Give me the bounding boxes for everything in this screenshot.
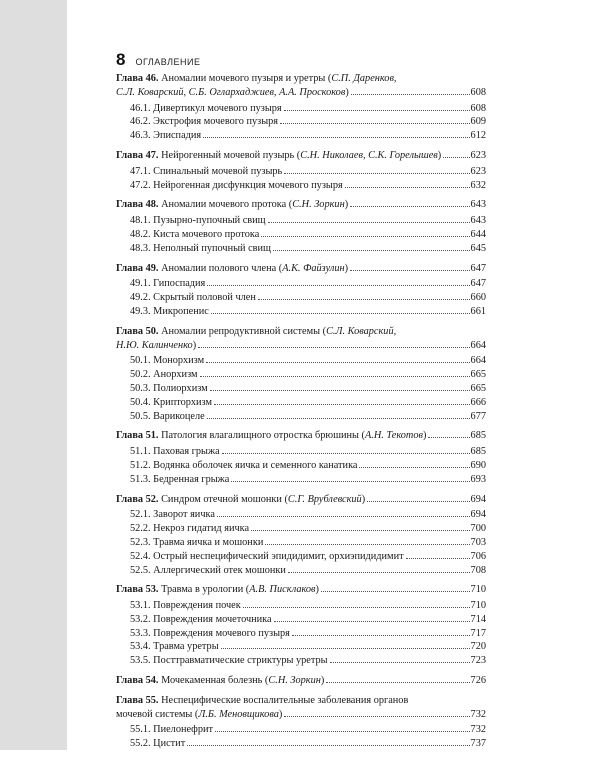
subsection-title: 48.2. Киста мочевого протока [130, 228, 260, 240]
chapter-authors-close: ) [361, 493, 366, 505]
subsection-page-number: 608 [470, 102, 486, 114]
page-side-bar [0, 0, 67, 750]
chapter-authors: А.В. Писклаков [249, 584, 316, 596]
subsection-page-number: 732 [470, 724, 486, 736]
chapter-label: Глава 54. [116, 675, 159, 687]
chapter-page-number: 694 [470, 493, 486, 505]
toc-subsection [116, 508, 486, 522]
chapter-page-number: 643 [470, 199, 486, 211]
chapter-title-text [116, 149, 441, 163]
leader-dots [288, 571, 470, 573]
table-of-contents [116, 72, 486, 757]
chapter-title-text [116, 262, 348, 276]
toc-subsection [116, 640, 486, 654]
subsection-page-number: 685 [470, 446, 486, 458]
toc-subsection [116, 242, 486, 256]
chapter-label: Глава 46. [116, 73, 159, 84]
chapter-label: Глава 48. [116, 199, 159, 211]
leader-dots [261, 235, 469, 237]
chapter-authors-close: ) [315, 584, 319, 596]
subsection-title: 50.5. Варикоцеле [130, 410, 205, 422]
toc-subsection [116, 627, 486, 641]
toc-subsection [116, 410, 486, 424]
subsection-page-number: 666 [470, 396, 486, 408]
subsection-title: 50.1. Монорхизм [130, 355, 205, 367]
leader-dots [280, 122, 470, 124]
leader-dots [284, 109, 470, 111]
leader-dots [321, 590, 470, 592]
subsection-page-number: 703 [470, 536, 486, 548]
toc-subsection [116, 522, 486, 536]
toc-subsection [116, 654, 486, 668]
subsection-title: 55.2. Цистит [130, 738, 186, 750]
leader-dots [351, 93, 470, 95]
leader-dots [243, 606, 470, 608]
subsection-page-number: 645 [470, 242, 486, 254]
chapter-title: Неспецифические воспалительные заболевания органов [161, 694, 409, 706]
chapter-title-line [116, 86, 486, 100]
chapter-header [116, 583, 486, 597]
chapter-authors-close: ) [344, 199, 349, 211]
subsection-title: 50.3. Полиорхизм [130, 382, 208, 394]
subsection-title: 53.2. Повреждения мочеточника [130, 613, 272, 625]
subsection-page-number: 690 [470, 459, 486, 471]
chapter-authors-close: ) [345, 86, 349, 98]
chapter-title-line [116, 72, 486, 86]
chapter-title: мочевой системы ( [116, 708, 199, 720]
subsection-title: 49.2. Скрытый половой член [130, 292, 256, 304]
chapter-entry [116, 325, 486, 424]
toc-subsection [116, 179, 486, 193]
chapter-title-line [116, 583, 486, 597]
leader-dots [222, 452, 470, 454]
toc-subsection [116, 550, 486, 564]
chapter-authors: С.П. Даренков, [331, 73, 397, 84]
chapter-entry [116, 694, 486, 751]
toc-subsection [116, 368, 486, 382]
chapter-title-text [116, 493, 365, 507]
subsection-title: 48.1. Пузырно-пупочный свищ [130, 215, 266, 227]
chapter-authors: А.К. Файзулин [282, 262, 345, 274]
chapter-authors: Л.Б. Меновщикова [198, 708, 279, 720]
chapter-entry [116, 149, 486, 192]
leader-dots [187, 744, 469, 746]
subsection-page-number: 720 [470, 641, 486, 653]
chapter-title-line [116, 339, 486, 353]
chapter-authors: С.Г. Врублевский [287, 493, 362, 505]
leader-dots [198, 346, 469, 348]
subsection-page-number: 723 [470, 655, 486, 667]
chapter-header [116, 149, 486, 163]
leader-dots [251, 529, 469, 531]
toc-subsection [116, 459, 486, 473]
chapter-authors: С.Н. Николаев, С.К. Горелышев [300, 149, 438, 161]
toc-subsection [116, 354, 486, 368]
chapter-title: Аномалии полового члена ( [161, 262, 283, 274]
leader-dots [265, 543, 469, 545]
chapter-header [116, 198, 486, 212]
chapter-title-text [116, 583, 319, 597]
chapter-title: Аномалии мочевого пузыря и уретры ( [161, 73, 332, 84]
toc-subsection [116, 129, 486, 143]
subsection-page-number: 665 [470, 369, 486, 381]
leader-dots [367, 500, 469, 502]
chapter-authors-close: ) [320, 675, 325, 687]
subsection-page-number: 708 [470, 564, 486, 576]
subsection-page-number: 706 [470, 550, 486, 562]
leader-dots [207, 284, 469, 286]
toc-subsection [116, 115, 486, 129]
subsection-page-number: 700 [470, 523, 486, 535]
subsection-title: 47.1. Спинальный мочевой пузырь [130, 165, 283, 177]
chapter-header [116, 262, 486, 276]
chapter-title-continuation [116, 86, 349, 100]
chapter-authors: С.Н. Зоркин [268, 675, 321, 687]
toc-subsection [116, 564, 486, 578]
chapter-title-line [116, 493, 486, 507]
subsection-page-number: 717 [470, 627, 486, 639]
chapter-title-line [116, 708, 486, 722]
chapter-entry [116, 493, 486, 578]
chapter-title-line [116, 262, 486, 276]
toc-subsection [116, 228, 486, 242]
leader-dots [284, 715, 469, 717]
subsection-title: 53.5. Посттравматические стриктуры уретры [130, 655, 328, 667]
leader-dots [217, 515, 470, 517]
subsection-title: 46.1. Дивертикул мочевого пузыря [130, 102, 282, 114]
subsection-page-number: 612 [470, 130, 486, 142]
subsection-title: 52.2. Некроз гидатид яичка [130, 523, 250, 535]
leader-dots [350, 269, 469, 271]
chapter-title-line [116, 149, 486, 163]
toc-subsection [116, 445, 486, 459]
chapter-page-number: 732 [470, 708, 486, 720]
leader-dots [210, 389, 470, 391]
subsection-title: 46.3. Эписпадия [130, 130, 202, 142]
leader-dots [345, 186, 470, 188]
leader-dots [231, 480, 469, 482]
chapter-label: Глава 47. [116, 149, 159, 161]
chapter-label: Глава 50. [116, 325, 159, 337]
leader-dots [203, 136, 469, 138]
leader-dots [326, 681, 469, 683]
chapter-authors: Н.Ю. Калинченко [116, 339, 193, 351]
chapter-entry [116, 674, 486, 688]
leader-dots [292, 634, 470, 636]
toc-subsection [116, 382, 486, 396]
subsection-page-number: 677 [470, 410, 486, 422]
subsection-page-number: 693 [470, 473, 486, 485]
subsection-title: 49.3. Микропенис [130, 305, 209, 317]
toc-subsection [116, 613, 486, 627]
leader-dots [406, 557, 470, 559]
subsection-title: 49.1. Гипоспадия [130, 278, 206, 290]
toc-subsection [116, 277, 486, 291]
chapter-label: Глава 53. [116, 584, 159, 596]
subsection-page-number: 623 [470, 165, 486, 177]
chapter-title-text [116, 674, 324, 688]
leader-dots [214, 403, 470, 405]
leader-dots [221, 647, 470, 649]
chapter-page-number: 726 [470, 675, 486, 687]
leader-dots [211, 312, 470, 314]
subsection-page-number: 710 [470, 600, 486, 612]
chapter-title-continuation [116, 708, 282, 722]
chapter-page-number: 685 [470, 430, 486, 442]
toc-subsection [116, 723, 486, 737]
chapter-authors-close: ) [278, 708, 283, 720]
toc-subsection [116, 396, 486, 410]
leader-dots [200, 375, 470, 377]
chapter-title: Травма в урологии ( [161, 584, 250, 596]
chapter-header [116, 325, 486, 353]
toc-subsection [116, 102, 486, 116]
chapter-title-line [116, 325, 486, 339]
page-header [116, 50, 486, 68]
subsection-title: 53.3. Повреждения мочевого пузыря [130, 627, 290, 639]
chapter-title: Мочекаменная болезнь ( [161, 675, 269, 687]
chapter-label: Глава 52. [116, 493, 159, 505]
leader-dots [207, 417, 470, 419]
subsection-page-number: 665 [470, 382, 486, 394]
leader-dots [268, 221, 470, 223]
subsection-title: 52.1. Заворот яичка [130, 509, 215, 521]
chapter-authors: С.Л. Коварский, [326, 325, 397, 337]
chapter-authors-close: ) [437, 149, 442, 161]
chapter-title-continuation [116, 339, 196, 353]
chapter-title: Нейрогенный мочевой пузырь ( [161, 149, 301, 161]
subsection-title: 55.1. Пиелонефрит [130, 724, 214, 736]
chapter-entry [116, 198, 486, 255]
chapter-header [116, 694, 486, 722]
leader-dots [206, 361, 469, 363]
subsection-title: 53.4. Травма уретры [130, 641, 219, 653]
chapter-title-text [116, 198, 348, 212]
chapter-page-number: 608 [470, 86, 486, 98]
chapter-title-line [116, 674, 486, 688]
chapter-title-line [116, 198, 486, 212]
chapter-title-text [116, 429, 426, 443]
leader-dots [443, 156, 469, 158]
chapter-header [116, 674, 486, 688]
leader-dots [258, 298, 470, 300]
chapter-title-line [116, 694, 486, 708]
chapter-authors-close: ) [192, 339, 197, 351]
chapter-label: Глава 55. [116, 694, 159, 706]
subsection-page-number: 694 [470, 509, 486, 521]
chapter-header [116, 493, 486, 507]
subsection-title: 51.2. Водянка оболочек яичка и семенного канатика [130, 459, 358, 471]
chapter-authors: С.Л. Коварский, С.Б. Оглархаджиев, А.А. Проскоков [116, 86, 346, 98]
leader-dots [350, 205, 469, 207]
subsection-title: 51.3. Бедренная грыжа [130, 473, 230, 485]
leader-dots [330, 661, 470, 663]
subsection-title: 51.1. Паховая грыжа [130, 446, 220, 458]
chapter-authors: А.Н. Текотов [364, 430, 423, 442]
subsection-page-number: 664 [470, 355, 486, 367]
subsection-title: 53.1. Повреждения почек [130, 600, 241, 612]
toc-subsection [116, 536, 486, 550]
subsection-page-number: 660 [470, 292, 486, 304]
chapter-title: Патология влагалищного отростка брюшины ( [161, 430, 365, 442]
subsection-page-number: 737 [470, 738, 486, 750]
chapter-title: Аномалии мочевого протока ( [161, 199, 293, 211]
leader-dots [428, 436, 469, 438]
toc-subsection [116, 305, 486, 319]
chapter-entry [116, 262, 486, 319]
leader-dots [274, 620, 470, 622]
toc-subsection [116, 165, 486, 179]
chapter-page-number: 710 [470, 584, 486, 596]
chapter-authors-close: ) [422, 430, 427, 442]
subsection-page-number: 632 [470, 179, 486, 191]
subsection-title: 47.2. Нейрогенная дисфункция мочевого пузыря [130, 179, 343, 191]
subsection-title: 52.3. Травма яичка и мошонки [130, 536, 264, 548]
chapter-authors: С.Н. Зоркин [292, 199, 345, 211]
subsection-page-number: 714 [470, 613, 486, 625]
section-title: ОГЛАВЛЕНИЕ [135, 57, 201, 67]
subsection-title: 46.2. Экстрофия мочевого пузыря [130, 116, 279, 128]
subsection-title: 48.3. Неполный пупочный свищ [130, 242, 271, 254]
chapter-page-number: 623 [470, 149, 486, 161]
subsection-title: 52.4. Острый неспецифический эпидидимит, орхиэпидидимит [130, 550, 404, 562]
toc-subsection [116, 291, 486, 305]
chapter-header [116, 429, 486, 443]
toc-subsection [116, 737, 486, 751]
toc-subsection [116, 599, 486, 613]
subsection-page-number: 644 [470, 228, 486, 240]
subsection-page-number: 643 [470, 215, 486, 227]
chapter-entry [116, 429, 486, 486]
leader-dots [273, 249, 470, 251]
chapter-label: Глава 49. [116, 262, 159, 274]
chapter-entry [116, 72, 486, 143]
chapter-title-line [116, 429, 486, 443]
subsection-page-number: 609 [470, 116, 486, 128]
page-number: 8 [116, 50, 126, 69]
toc-subsection [116, 473, 486, 487]
chapter-label: Глава 51. [116, 430, 159, 442]
subsection-title: 50.2. Анорхизм [130, 369, 198, 381]
chapter-authors-close: ) [344, 262, 349, 274]
subsection-title: 50.4. Крипторхизм [130, 396, 212, 408]
subsection-page-number: 647 [470, 278, 486, 290]
toc-subsection [116, 214, 486, 228]
chapter-page-number: 647 [470, 262, 486, 274]
chapter-entry [116, 583, 486, 668]
chapter-title: Аномалии репродуктивной системы ( [161, 325, 327, 337]
subsection-page-number: 661 [470, 305, 486, 317]
chapter-page-number: 664 [470, 339, 486, 351]
chapter-title: Синдром отечной мошонки ( [161, 493, 288, 505]
leader-dots [359, 466, 469, 468]
subsection-title: 52.5. Аллергический отек мошонки [130, 564, 286, 576]
leader-dots [284, 172, 469, 174]
chapter-header [116, 72, 486, 100]
leader-dots [215, 730, 470, 732]
